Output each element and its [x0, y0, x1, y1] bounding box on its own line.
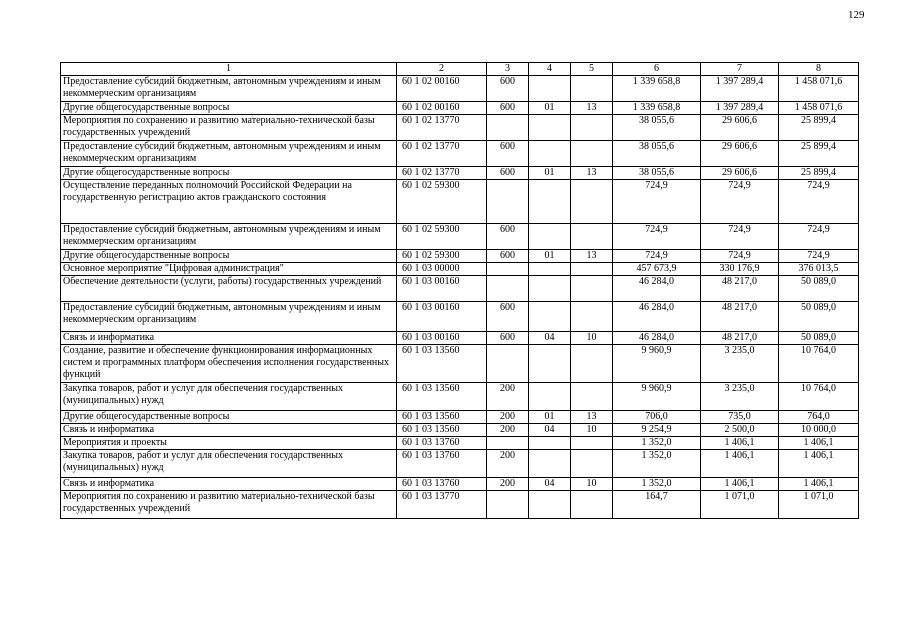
row-code: 60 1 03 13760 [397, 437, 487, 450]
row-value-6: 9 254,9 [613, 424, 701, 437]
row-col5: 10 [571, 478, 613, 491]
row-col4 [529, 276, 571, 302]
row-value-8: 1 406,1 [779, 478, 859, 491]
header-row [61, 63, 859, 76]
row-col5 [571, 437, 613, 450]
column-header: 1 [61, 63, 397, 76]
row-value-6: 46 284,0 [613, 302, 701, 332]
row-value-7: 724,9 [701, 250, 779, 263]
row-value-7: 29 606,6 [701, 141, 779, 167]
table-row [61, 167, 859, 180]
table-row [61, 450, 859, 478]
row-code: 60 1 03 13760 [397, 478, 487, 491]
row-value-6: 724,9 [613, 180, 701, 224]
row-name: Создание, развитие и обеспечение функционирования информационных систем и программных платформ обеспечения исполнения государственных функций [61, 345, 397, 383]
table-row [61, 180, 859, 224]
row-col4: 01 [529, 250, 571, 263]
row-value-7: 48 217,0 [701, 302, 779, 332]
row-value-8: 1 406,1 [779, 450, 859, 478]
row-name: Предоставление субсидий бюджетным, автономным учреждениям и иным некоммерческим организациям [61, 76, 397, 102]
row-col5 [571, 491, 613, 519]
row-value-6: 457 673,9 [613, 263, 701, 276]
row-value-8: 1 458 071,6 [779, 76, 859, 102]
row-col4: 01 [529, 411, 571, 424]
row-col3 [487, 437, 529, 450]
row-col5 [571, 224, 613, 250]
row-col4 [529, 383, 571, 411]
row-col4 [529, 180, 571, 224]
row-name: Другие общегосударственные вопросы [61, 411, 397, 424]
row-col3: 600 [487, 141, 529, 167]
row-name: Мероприятия по сохранению и развитию материально-технической базы государственных учреждений [61, 491, 397, 519]
row-code: 60 1 02 13770 [397, 167, 487, 180]
row-value-8: 50 089,0 [779, 302, 859, 332]
row-col4: 01 [529, 167, 571, 180]
row-value-7: 48 217,0 [701, 332, 779, 345]
row-col3: 600 [487, 332, 529, 345]
row-value-8: 724,9 [779, 224, 859, 250]
row-code: 60 1 02 13770 [397, 141, 487, 167]
column-header: 7 [701, 63, 779, 76]
row-col4 [529, 345, 571, 383]
row-name: Другие общегосударственные вопросы [61, 102, 397, 115]
row-col5 [571, 115, 613, 141]
row-code: 60 1 02 00160 [397, 102, 487, 115]
row-name: Мероприятия по сохранению и развитию материально-технической базы государственных учреждений [61, 115, 397, 141]
row-col5: 13 [571, 167, 613, 180]
row-name: Предоставление субсидий бюджетным, автономным учреждениям и иным некоммерческим организациям [61, 302, 397, 332]
row-code: 60 1 02 59300 [397, 180, 487, 224]
row-col5 [571, 141, 613, 167]
row-code: 60 1 03 00160 [397, 276, 487, 302]
row-code: 60 1 02 00160 [397, 76, 487, 102]
row-value-7: 1 397 289,4 [701, 76, 779, 102]
row-value-7: 330 176,9 [701, 263, 779, 276]
row-value-8: 50 089,0 [779, 276, 859, 302]
row-code: 60 1 02 59300 [397, 224, 487, 250]
row-code: 60 1 03 13560 [397, 424, 487, 437]
column-header: 8 [779, 63, 859, 76]
row-col4: 01 [529, 102, 571, 115]
row-col3 [487, 263, 529, 276]
row-col5 [571, 383, 613, 411]
row-code: 60 1 03 13770 [397, 491, 487, 519]
row-name: Связь и информатика [61, 478, 397, 491]
table-row [61, 102, 859, 115]
row-code: 60 1 03 00160 [397, 302, 487, 332]
row-value-8: 376 013,5 [779, 263, 859, 276]
row-col3: 200 [487, 450, 529, 478]
row-value-6: 1 339 658,8 [613, 102, 701, 115]
row-col5: 13 [571, 250, 613, 263]
table-row [61, 76, 859, 102]
row-value-6: 724,9 [613, 250, 701, 263]
row-value-7: 1 071,0 [701, 491, 779, 519]
row-name: Закупка товаров, работ и услуг для обеспечения государственных (муниципальных) нужд [61, 383, 397, 411]
row-value-6: 38 055,6 [613, 141, 701, 167]
row-value-8: 10 764,0 [779, 383, 859, 411]
row-col5 [571, 263, 613, 276]
column-header: 5 [571, 63, 613, 76]
table-row [61, 383, 859, 411]
row-value-7: 48 217,0 [701, 276, 779, 302]
row-value-8: 10 764,0 [779, 345, 859, 383]
row-col4 [529, 141, 571, 167]
table-row [61, 141, 859, 167]
row-value-6: 164,7 [613, 491, 701, 519]
row-name: Связь и информатика [61, 332, 397, 345]
row-col4 [529, 450, 571, 478]
row-col3: 600 [487, 302, 529, 332]
row-name: Основное мероприятие "Цифровая администрация" [61, 263, 397, 276]
row-col4: 04 [529, 478, 571, 491]
row-value-8: 764,0 [779, 411, 859, 424]
row-value-6: 1 352,0 [613, 450, 701, 478]
row-col3: 200 [487, 424, 529, 437]
row-col4 [529, 76, 571, 102]
column-header: 3 [487, 63, 529, 76]
row-value-8: 25 899,4 [779, 115, 859, 141]
row-code: 60 1 03 13560 [397, 411, 487, 424]
row-col3 [487, 276, 529, 302]
row-value-7: 3 235,0 [701, 345, 779, 383]
row-value-8: 50 089,0 [779, 332, 859, 345]
row-code: 60 1 02 13770 [397, 115, 487, 141]
row-value-7: 724,9 [701, 224, 779, 250]
row-col3 [487, 345, 529, 383]
row-value-7: 1 406,1 [701, 450, 779, 478]
table-row [61, 224, 859, 250]
row-value-6: 1 352,0 [613, 478, 701, 491]
table-row [61, 302, 859, 332]
row-value-7: 3 235,0 [701, 383, 779, 411]
table-row [61, 263, 859, 276]
row-col5: 10 [571, 332, 613, 345]
row-col4 [529, 224, 571, 250]
row-col4 [529, 115, 571, 141]
row-code: 60 1 03 00000 [397, 263, 487, 276]
table-row [61, 437, 859, 450]
row-col4 [529, 263, 571, 276]
row-value-7: 1 406,1 [701, 437, 779, 450]
row-col3 [487, 115, 529, 141]
row-col3 [487, 180, 529, 224]
row-col5: 10 [571, 424, 613, 437]
row-value-8: 724,9 [779, 250, 859, 263]
table-row [61, 332, 859, 345]
row-name: Закупка товаров, работ и услуг для обеспечения государственных (муниципальных) нужд [61, 450, 397, 478]
row-name: Предоставление субсидий бюджетным, автономным учреждениям и иным некоммерческим организациям [61, 224, 397, 250]
row-value-6: 46 284,0 [613, 332, 701, 345]
row-col4 [529, 437, 571, 450]
row-value-7: 724,9 [701, 180, 779, 224]
row-name: Другие общегосударственные вопросы [61, 167, 397, 180]
row-value-7: 735,0 [701, 411, 779, 424]
row-col3: 600 [487, 76, 529, 102]
column-header: 4 [529, 63, 571, 76]
row-value-8: 10 000,0 [779, 424, 859, 437]
row-value-8: 724,9 [779, 180, 859, 224]
row-value-6: 724,9 [613, 224, 701, 250]
row-value-6: 38 055,6 [613, 115, 701, 141]
row-value-7: 29 606,6 [701, 115, 779, 141]
table-row [61, 478, 859, 491]
table-row [61, 491, 859, 519]
row-value-7: 29 606,6 [701, 167, 779, 180]
row-value-7: 1 406,1 [701, 478, 779, 491]
row-col3: 200 [487, 411, 529, 424]
row-col4: 04 [529, 424, 571, 437]
row-value-8: 1 071,0 [779, 491, 859, 519]
row-col3: 600 [487, 102, 529, 115]
row-col4 [529, 491, 571, 519]
row-value-7: 1 397 289,4 [701, 102, 779, 115]
row-col3: 200 [487, 478, 529, 491]
table-row [61, 250, 859, 263]
row-col3: 600 [487, 224, 529, 250]
row-value-6: 706,0 [613, 411, 701, 424]
row-code: 60 1 03 13560 [397, 345, 487, 383]
row-name: Связь и информатика [61, 424, 397, 437]
table-row [61, 345, 859, 383]
row-name: Обеспечение деятельности (услуги, работы) государственных учреждений [61, 276, 397, 302]
row-code: 60 1 03 13760 [397, 450, 487, 478]
column-header: 6 [613, 63, 701, 76]
row-col3: 600 [487, 250, 529, 263]
row-col5 [571, 180, 613, 224]
row-value-6: 1 352,0 [613, 437, 701, 450]
row-value-6: 38 055,6 [613, 167, 701, 180]
row-name: Мероприятия и проекты [61, 437, 397, 450]
row-value-8: 25 899,4 [779, 141, 859, 167]
table-row [61, 411, 859, 424]
row-col5 [571, 345, 613, 383]
row-col5 [571, 302, 613, 332]
row-value-8: 1 406,1 [779, 437, 859, 450]
row-name: Осуществление переданных полномочий Российской Федерации на государственную регистрацию актов гражданского состояния [61, 180, 397, 224]
row-name: Другие общегосударственные вопросы [61, 250, 397, 263]
row-col4 [529, 302, 571, 332]
table-row [61, 276, 859, 302]
row-code: 60 1 03 00160 [397, 332, 487, 345]
row-value-7: 2 500,0 [701, 424, 779, 437]
row-value-6: 1 339 658,8 [613, 76, 701, 102]
row-col5 [571, 276, 613, 302]
budget-table [60, 62, 859, 519]
row-col5: 13 [571, 411, 613, 424]
column-header: 2 [397, 63, 487, 76]
row-value-6: 9 960,9 [613, 383, 701, 411]
table-row [61, 115, 859, 141]
row-col5 [571, 450, 613, 478]
row-col5: 13 [571, 102, 613, 115]
row-value-8: 1 458 071,6 [779, 102, 859, 115]
row-col3 [487, 491, 529, 519]
table-row [61, 424, 859, 437]
row-code: 60 1 03 13560 [397, 383, 487, 411]
row-col4: 04 [529, 332, 571, 345]
row-value-6: 46 284,0 [613, 276, 701, 302]
row-col5 [571, 76, 613, 102]
row-name: Предоставление субсидий бюджетным, автономным учреждениям и иным некоммерческим организациям [61, 141, 397, 167]
row-value-8: 25 899,4 [779, 167, 859, 180]
row-col3: 200 [487, 383, 529, 411]
row-col3: 600 [487, 167, 529, 180]
row-value-6: 9 960,9 [613, 345, 701, 383]
row-code: 60 1 02 59300 [397, 250, 487, 263]
page-number: 129 [848, 9, 865, 21]
